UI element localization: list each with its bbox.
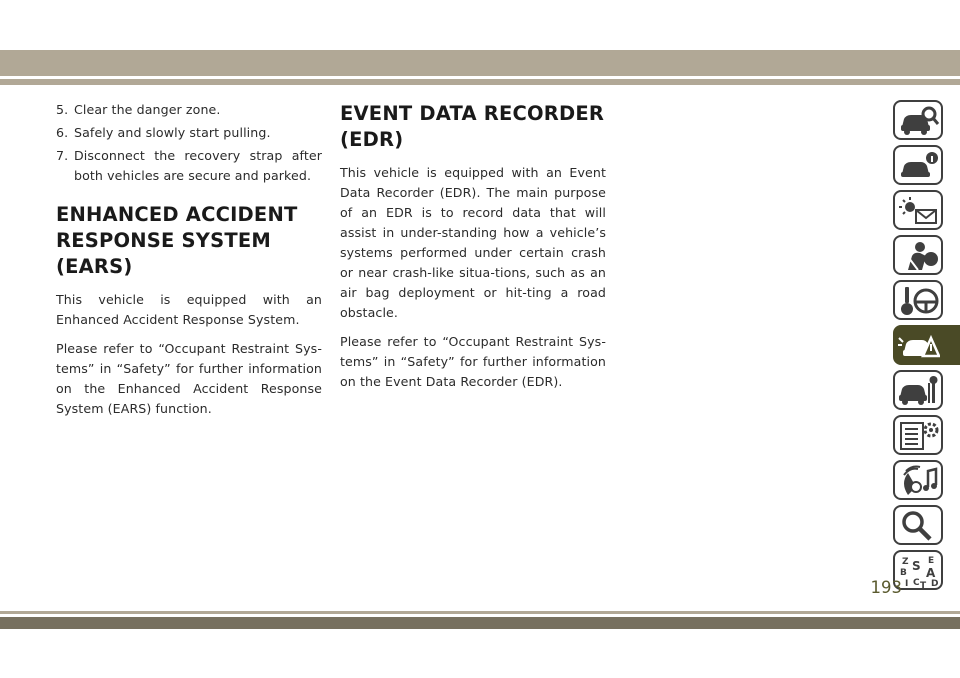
step-text: Disconnect the recovery strap after both vehicles are secure and parked. xyxy=(74,148,322,183)
car-warning-triangle-icon xyxy=(898,330,940,362)
step-text: Safely and slowly start pulling. xyxy=(74,125,271,140)
step-number: 5. xyxy=(56,102,69,117)
tab-servicing-and-maintenance[interactable] xyxy=(893,370,943,410)
tab-in-case-of-emergency[interactable] xyxy=(893,325,960,365)
step-text: Clear the danger zone. xyxy=(74,102,221,117)
index-letter: D xyxy=(931,579,939,589)
edr-heading: EVENT DATA RECORDER (EDR) xyxy=(340,102,605,151)
footer-rule xyxy=(0,611,960,614)
alphabet-index-icon xyxy=(898,555,940,589)
middle-column xyxy=(340,100,606,401)
car-magnifier-icon xyxy=(898,105,940,137)
multimedia-music-icon xyxy=(898,465,940,497)
header-rule xyxy=(0,79,960,85)
left-column xyxy=(56,100,322,428)
recovery-steps-list xyxy=(56,100,322,186)
steering-wheel-key-icon xyxy=(898,285,940,317)
tab-warning-lights[interactable] xyxy=(893,190,943,230)
footer-band xyxy=(0,617,960,629)
ears-heading: ENHANCED ACCIDENT RESPONSE SYSTEM (EARS) xyxy=(56,203,298,278)
car-wrench-icon xyxy=(898,375,940,407)
tab-getting-to-know-instrument-panel[interactable] xyxy=(893,145,943,185)
page-number: 193 xyxy=(870,578,902,597)
index-letter: S xyxy=(912,559,921,573)
index-letter: Z xyxy=(902,557,909,567)
edr-paragraph: This vehicle is equipped with an Event Data Recorder (EDR). The main purpose of an EDR is to record data that will assist in under-standing how a vehicle’s systems performed under certain crash or near crash-like situa-tions, such as an air bag deployment or hit-ting a road obstacle. xyxy=(340,165,606,320)
list-item xyxy=(56,146,322,186)
step-number: 7. xyxy=(56,148,69,163)
occupant-airbag-icon xyxy=(898,240,940,272)
specifications-gear-icon xyxy=(898,420,940,452)
tab-safety[interactable] xyxy=(893,235,943,275)
tab-getting-to-know-vehicle[interactable] xyxy=(893,100,943,140)
list-item xyxy=(56,100,322,120)
index-letter: B xyxy=(900,568,907,578)
ears-paragraph: This vehicle is equipped with an Enhanced Accident Response System. xyxy=(56,292,322,327)
index-search-icon xyxy=(898,510,940,542)
index-letter: E xyxy=(928,556,935,566)
warning-light-message-icon xyxy=(898,195,940,227)
edr-paragraph: Please refer to “Occupant Restraint Sys-tems” in “Safety” for further information on the Event Data Recorder (EDR). xyxy=(340,334,606,389)
header-band xyxy=(0,50,960,76)
index-letter: T xyxy=(920,581,927,589)
index-letter: A xyxy=(926,566,936,580)
tab-technical-specifications[interactable] xyxy=(893,415,943,455)
tab-customer-assistance[interactable] xyxy=(893,505,943,545)
car-info-icon xyxy=(898,150,940,182)
list-item xyxy=(56,123,322,143)
ears-paragraph: Please refer to “Occupant Restraint Sys-tems” in “Safety” for further information on the Enhanced Accident Response System (EARS) function. xyxy=(56,341,322,416)
index-letter: I xyxy=(905,579,909,589)
tab-multimedia[interactable] xyxy=(893,460,943,500)
tab-starting-and-operating[interactable] xyxy=(893,280,943,320)
step-number: 6. xyxy=(56,125,69,140)
index-letter: C xyxy=(913,578,920,588)
